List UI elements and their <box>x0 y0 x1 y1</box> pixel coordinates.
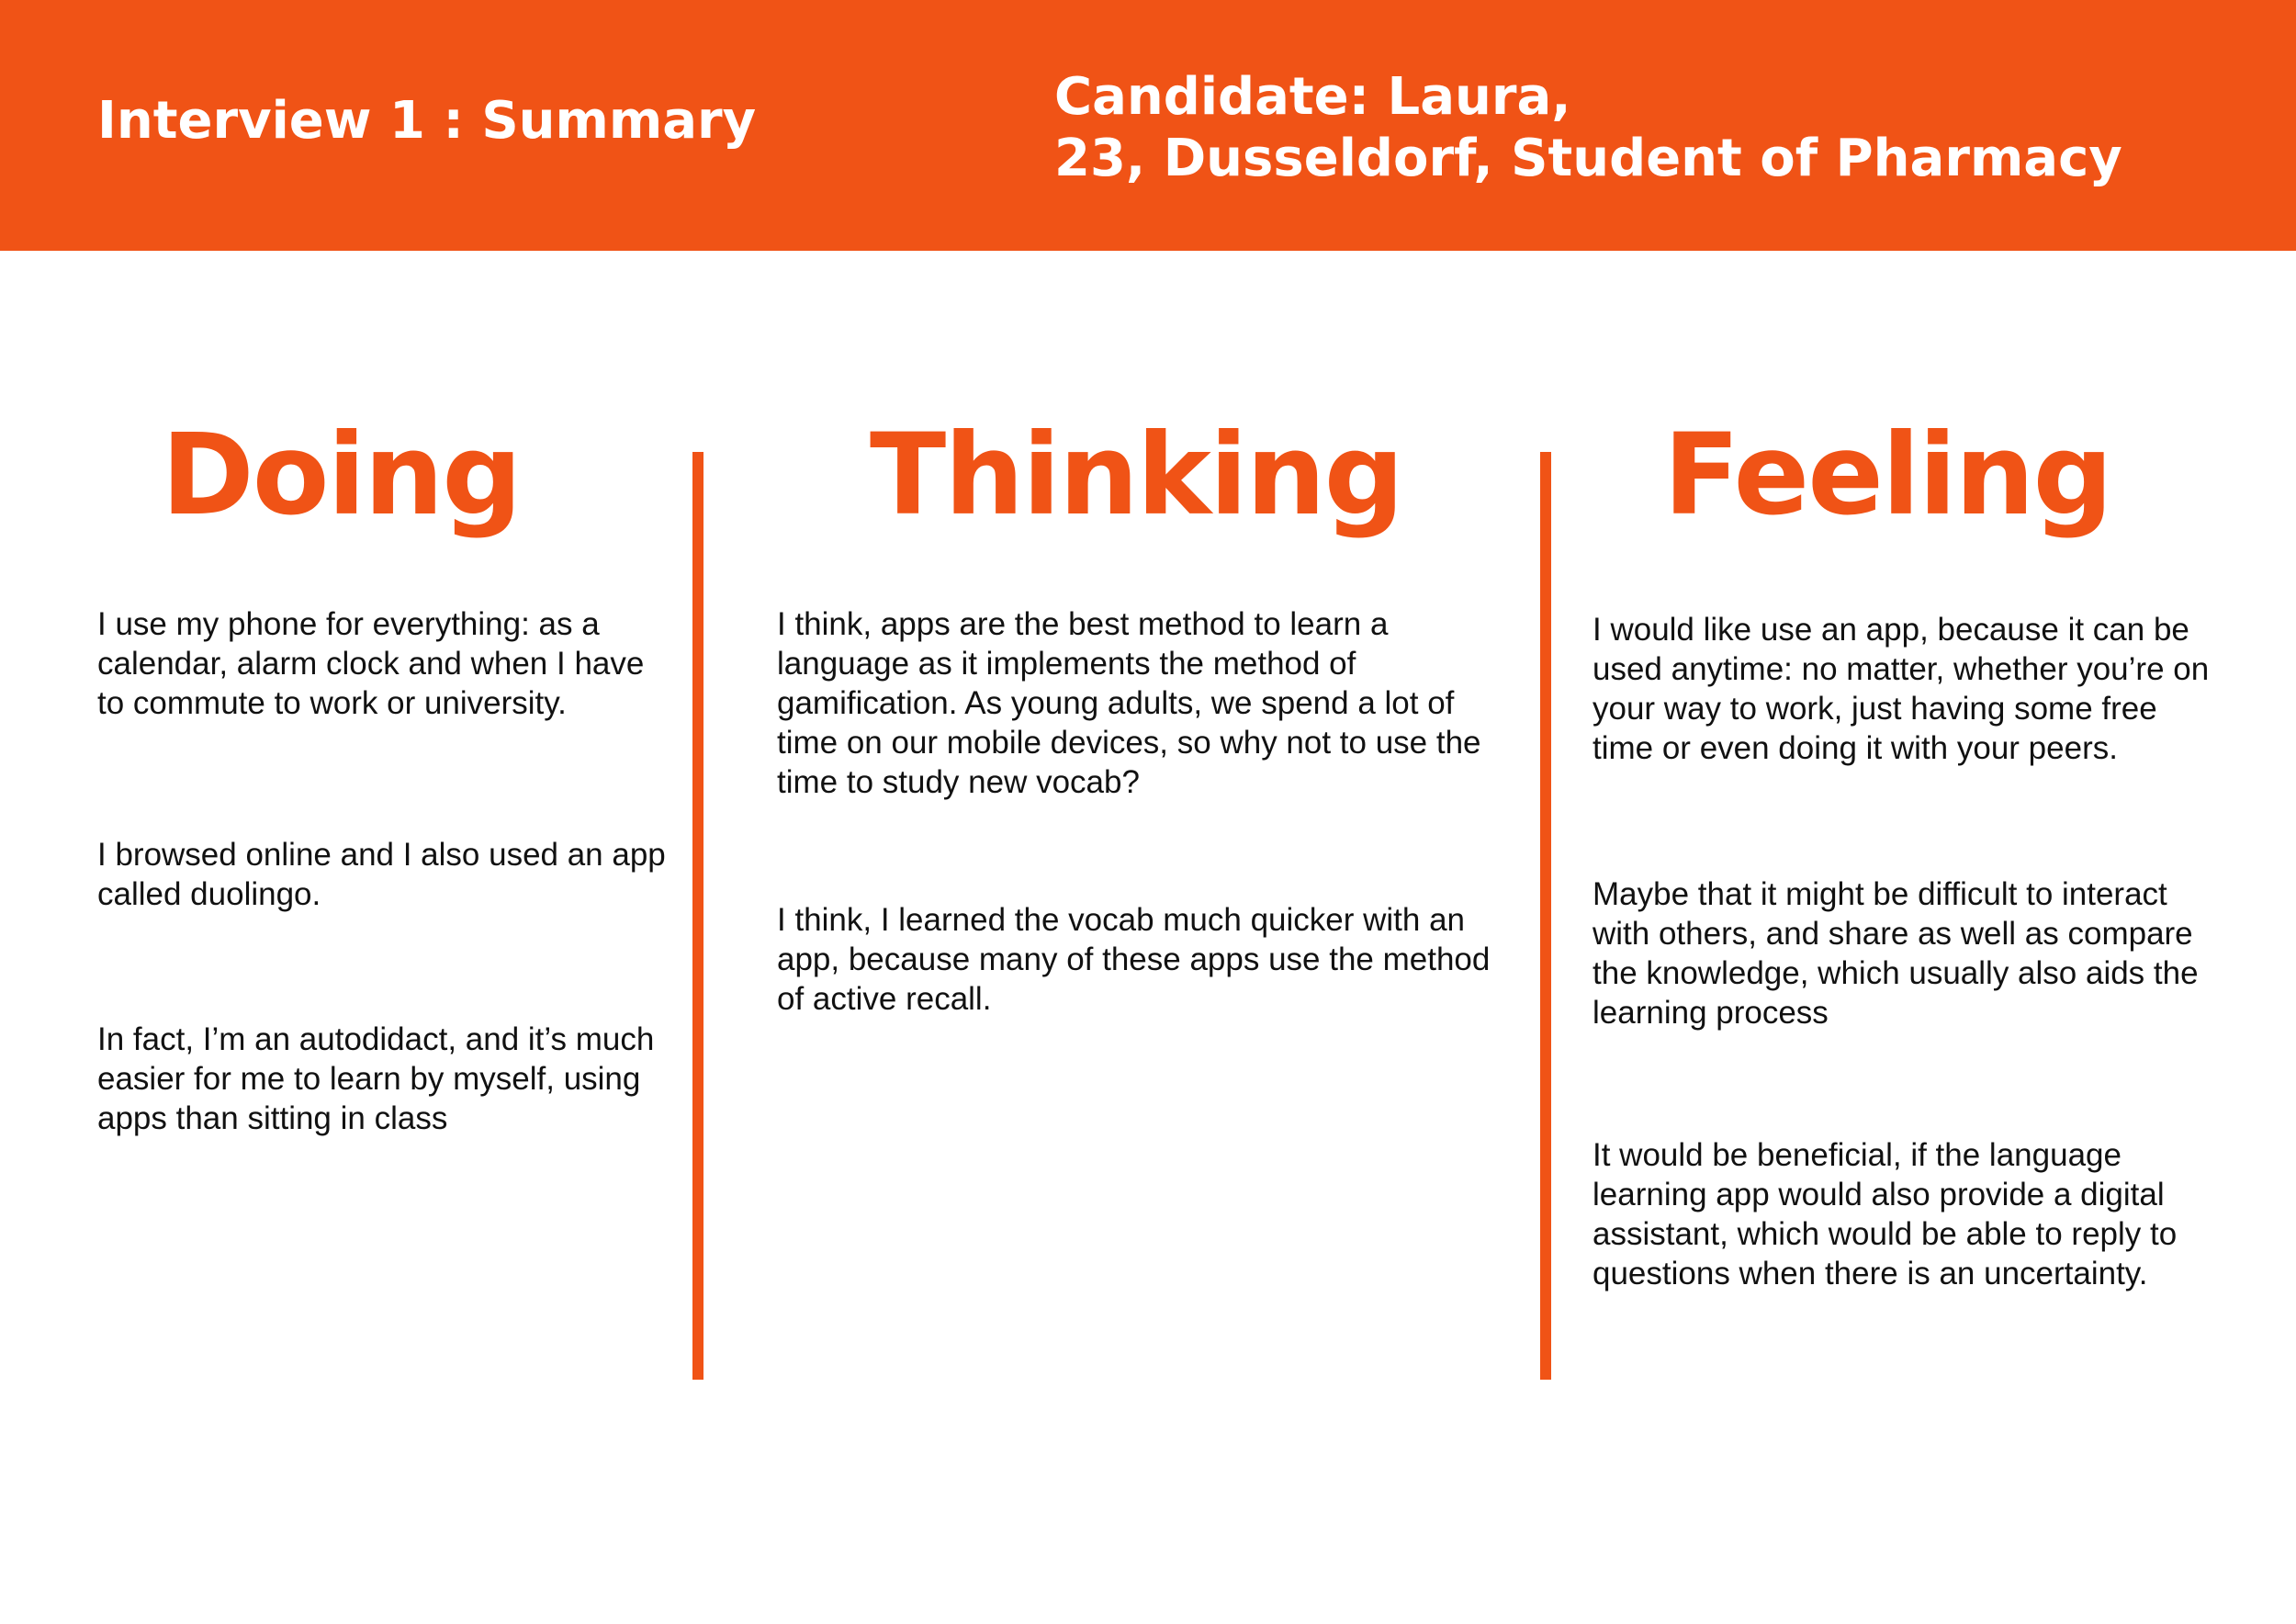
thinking-paragraph-2: I think, I learned the vocab much quicker with an app, because many of these apps use the method of active recall. <box>777 902 1491 1017</box>
thinking-heading: Thinking <box>870 410 1402 540</box>
page-title: Interview 1 : Summary <box>97 91 757 151</box>
feeling-paragraph-2: Maybe that it might be difficult to interact with others, and share as well as compare the knowledge, which usually also aids the learning process <box>1593 876 2199 1031</box>
thinking-paragraph-1: I think, apps are the best method to learn a language as it implements the method of gamification. As young adults, we spend a lot of time on our mobile devices, so why not to use the time to study new vocab? <box>777 606 1481 800</box>
doing-paragraph-2: I browsed online and I also used an app called duolingo. <box>97 837 666 912</box>
doing-heading: Doing <box>161 410 521 540</box>
column-divider-2 <box>1540 452 1551 1380</box>
candidate-line-1: Candidate: Laura, <box>1054 67 1571 127</box>
candidate-line-2: 23, Dusseldorf, Student of Pharmacy <box>1054 129 2122 188</box>
doing-paragraph-1: I use my phone for everything: as a calendar, alarm clock and when I have to commute to work or university. <box>97 606 645 721</box>
feeling-paragraph-1: I would like use an app, because it can be used anytime: no matter, whether you’re on your way to work, just having some free time or even doing it with your peers. <box>1593 612 2210 766</box>
header-band <box>0 0 2296 251</box>
feeling-heading: Feeling <box>1663 410 2111 540</box>
column-divider-1 <box>692 452 703 1380</box>
feeling-paragraph-3: It would be beneficial, if the language learning app would also provide a digital assistant, which would be able to reply to questions when there is an uncertainty. <box>1593 1137 2178 1291</box>
candidate-info <box>1054 66 2122 189</box>
doing-paragraph-3: In fact, I’m an autodidact, and it’s much easier for me to learn by myself, using apps than sitting in class <box>97 1021 655 1136</box>
